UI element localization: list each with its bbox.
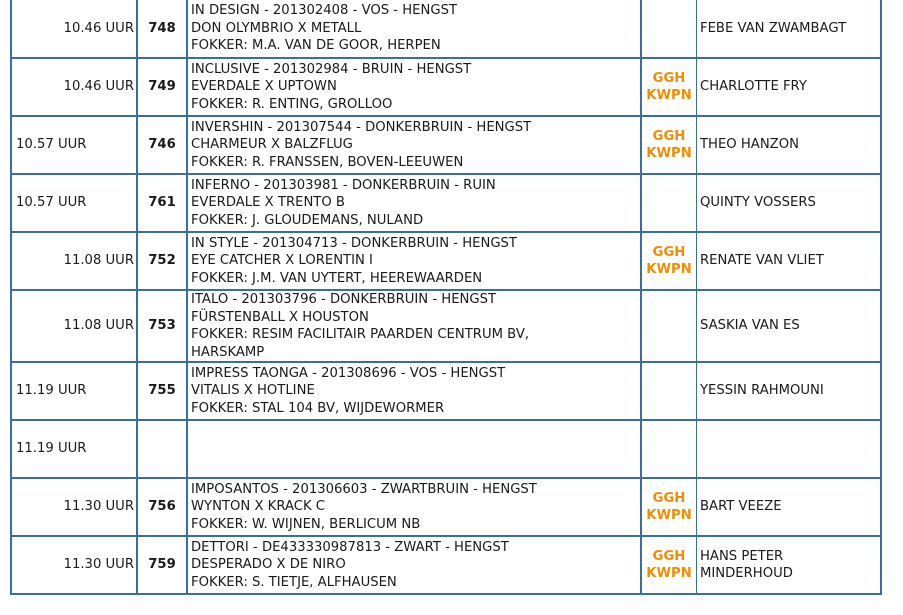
horse-pedigree-line: CHARMEUR X BALZFLUG — [191, 137, 353, 153]
rider-name-line-1: FEBE VAN ZWAMBAGT — [700, 20, 847, 36]
horse-breeder-line-cont: HARSKAMP — [191, 344, 265, 360]
horse-name-line: DETTORI - DE433330987813 - ZWART - HENGST — [191, 539, 509, 555]
horse-pedigree-line: VITALIS X HOTLINE — [191, 383, 315, 399]
horse-name-line: ITALO - 201303796 - DONKERBRUIN - HENGST — [191, 292, 497, 307]
studbook-badge — [641, 58, 697, 116]
table-row — [11, 478, 881, 536]
table-row — [11, 362, 881, 420]
studbook-badge — [641, 174, 697, 232]
horse-name-line: INCLUSIVE - 201302984 - BRUIN - HENGST — [191, 61, 472, 77]
horse-info — [187, 420, 641, 478]
table-row — [11, 232, 881, 290]
table-row — [11, 0, 881, 58]
start-number: 748 — [137, 0, 187, 58]
table-row — [11, 290, 881, 362]
horse-pedigree-line: DESPERADO X DE NIRO — [191, 557, 346, 573]
rider-name-line-1: SASKIA VAN ES — [700, 318, 800, 334]
badge-ggh: GGH — [652, 128, 686, 144]
studbook-badge — [641, 536, 697, 594]
rider-name — [697, 174, 882, 232]
badge-kwpn: KWPN — [646, 146, 692, 161]
horse-name-line: IN STYLE - 201304713 - DONKERBRUIN - HENGST — [191, 235, 517, 251]
horse-name-line: IMPRESS TAONGA - 201308696 - VOS - HENGST — [191, 365, 506, 381]
page-bottom-margin — [0, 601, 903, 615]
horse-pedigree-line: EYE CATCHER X LORENTIN I — [191, 253, 373, 269]
table-row — [11, 58, 881, 116]
start-time: 11.30 UUR — [11, 536, 137, 594]
start-number: 749 — [137, 58, 187, 116]
studbook-badge — [641, 478, 697, 536]
horse-info — [187, 478, 641, 536]
horse-breeder-line: FOKKER: S. TIETJE, ALFHAUSEN — [191, 574, 397, 590]
studbook-badge — [641, 0, 697, 58]
rider-name — [697, 420, 882, 478]
start-number: 755 — [137, 362, 187, 420]
rider-name-line-1: HANS PETER — [700, 548, 784, 564]
start-number: 752 — [137, 232, 187, 290]
start-time: 10.57 UUR — [11, 116, 137, 174]
rider-name-line-2: MINDERHOUD — [700, 566, 793, 581]
start-list — [10, 0, 882, 595]
horse-info — [187, 232, 641, 290]
horse-breeder-line: FOKKER: STAL 104 BV, WIJDEWORMER — [191, 400, 445, 416]
start-list-rows — [11, 0, 881, 594]
rider-name — [697, 478, 882, 536]
badge-ggh: GGH — [652, 70, 686, 86]
start-time: 11.08 UUR — [11, 290, 137, 362]
start-time: 11.19 UUR — [11, 362, 137, 420]
horse-breeder-line: FOKKER: W. WIJNEN, BERLICUM NB — [191, 516, 421, 532]
rider-name — [697, 232, 882, 290]
horse-info — [187, 174, 641, 232]
badge-ggh: GGH — [652, 244, 686, 260]
start-time: 11.08 UUR — [11, 232, 137, 290]
horse-info — [187, 536, 641, 594]
horse-breeder-line: FOKKER: R. ENTING, GROLLOO — [191, 96, 393, 112]
badge-ggh: GGH — [652, 548, 686, 564]
horse-info — [187, 362, 641, 420]
horse-name-line: INVERSHIN - 201307544 - DONKERBRUIN - HENGST — [191, 119, 532, 135]
rider-name-line-1: THEO HANZON — [700, 137, 799, 153]
table-row — [11, 536, 881, 594]
horse-breeder-line: FOKKER: M.A. VAN DE GOOR, HERPEN — [191, 38, 441, 54]
start-number: 753 — [137, 290, 187, 362]
rider-name — [697, 362, 882, 420]
rider-name-line-1: CHARLOTTE FRY — [700, 79, 807, 95]
start-time: 11.30 UUR — [11, 478, 137, 536]
rider-name — [697, 536, 882, 594]
start-number: 756 — [137, 478, 187, 536]
horse-info — [187, 0, 641, 58]
studbook-badge — [641, 362, 697, 420]
start-time: 10.46 UUR — [11, 0, 137, 58]
badge-kwpn: KWPN — [646, 508, 692, 523]
rider-name — [697, 290, 882, 362]
horse-pedigree-line: EVERDALE X UPTOWN — [191, 79, 337, 95]
rider-name — [697, 116, 882, 174]
horse-info — [187, 290, 641, 362]
start-time: 10.57 UUR — [11, 174, 137, 232]
start-number — [137, 420, 187, 478]
rider-name-line-1: QUINTY VOSSERS — [700, 195, 816, 211]
horse-breeder-line: FOKKER: RESIM FACILITAIR PAARDEN CENTRUM BV, — [191, 327, 530, 342]
rider-name — [697, 58, 882, 116]
horse-pedigree-line: DON OLYMBRIO X METALL — [191, 20, 362, 36]
studbook-badge — [641, 116, 697, 174]
table-row — [11, 174, 881, 232]
start-number: 761 — [137, 174, 187, 232]
horse-info — [187, 116, 641, 174]
start-list-table — [10, 0, 882, 595]
horse-breeder-line: FOKKER: J. GLOUDEMANS, NULAND — [191, 212, 424, 228]
horse-info — [187, 58, 641, 116]
badge-kwpn: KWPN — [646, 566, 692, 581]
badge-kwpn: KWPN — [646, 88, 692, 103]
horse-pedigree-line: FÜRSTENBALL X HOUSTON — [191, 309, 369, 325]
table-row — [11, 420, 881, 478]
horse-pedigree-line: EVERDALE X TRENTO B — [191, 195, 345, 211]
studbook-badge — [641, 420, 697, 478]
horse-name-line: IN DESIGN - 201302408 - VOS - HENGST — [191, 3, 458, 19]
rider-name-line-1: RENATE VAN VLIET — [700, 253, 824, 269]
studbook-badge — [641, 232, 697, 290]
badge-kwpn: KWPN — [646, 262, 692, 277]
start-time: 11.19 UUR — [11, 420, 137, 478]
rider-name-line-1: BART VEEZE — [700, 499, 782, 515]
start-time: 10.46 UUR — [11, 58, 137, 116]
horse-name-line: INFERNO - 201303981 - DONKERBRUIN - RUIN — [191, 177, 496, 193]
horse-pedigree-line: WYNTON X KRACK C — [191, 499, 325, 515]
start-number: 759 — [137, 536, 187, 594]
table-row — [11, 116, 881, 174]
rider-name — [697, 0, 882, 58]
horse-name-line: IMPOSANTOS - 201306603 - ZWARTBRUIN - HENGST — [191, 481, 537, 497]
studbook-badge — [641, 290, 697, 362]
rider-name-line-1: YESSIN RAHMOUNI — [700, 383, 824, 399]
horse-breeder-line: FOKKER: R. FRANSSEN, BOVEN-LEEUWEN — [191, 154, 464, 170]
start-number: 746 — [137, 116, 187, 174]
badge-ggh: GGH — [652, 490, 686, 506]
horse-breeder-line: FOKKER: J.M. VAN UYTERT, HEEREWAARDEN — [191, 270, 483, 286]
